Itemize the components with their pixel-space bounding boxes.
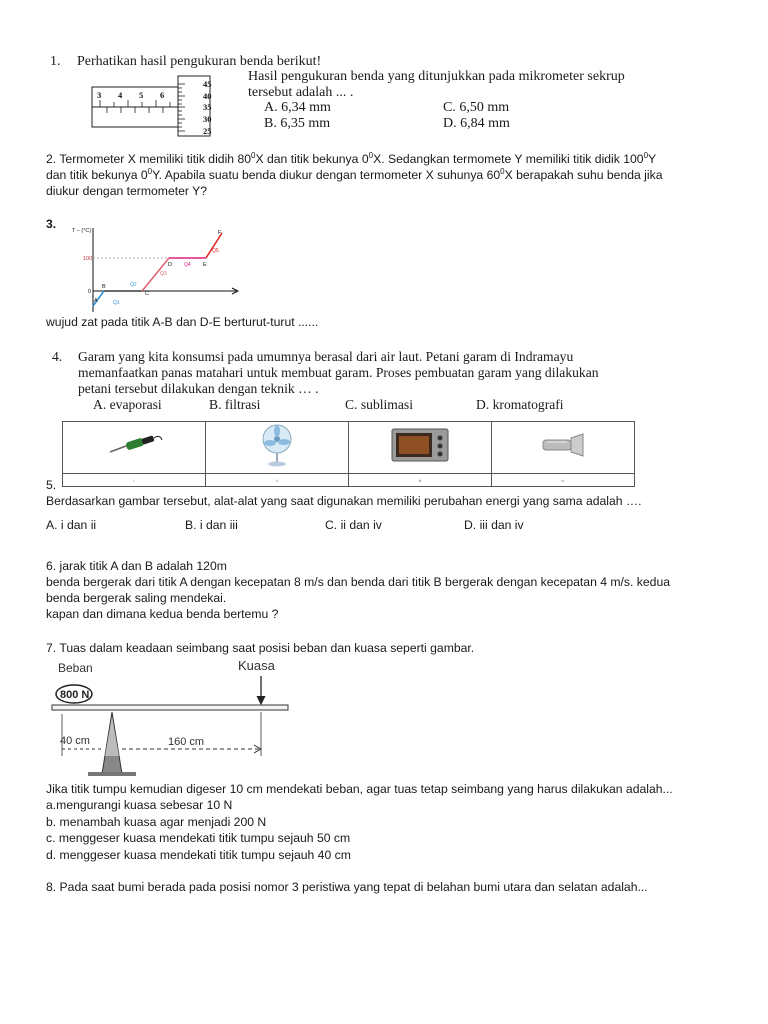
q6-line: 6. jarak titik A dan B adalah 120m xyxy=(46,559,227,573)
q4-option-a: A. evaporasi xyxy=(93,397,162,412)
q7-option-a: a.mengurangi kuasa sebesar 10 N xyxy=(46,798,233,812)
q4-line: petani tersebut dilakukan dengan teknik … . xyxy=(78,381,319,396)
heat-label: Q5 xyxy=(212,248,219,254)
soldering-iron-image xyxy=(104,430,164,460)
thimble-scale-label: 30 xyxy=(203,114,212,124)
point-label-f: F xyxy=(218,230,222,236)
q7-line: 7. Tuas dalam keadaan seimbang saat posisi beban dan kuasa seperti gambar. xyxy=(46,641,475,655)
heat-label: Q2 xyxy=(130,282,137,288)
q8-line: 8. Pada saat bumi berada pada posisi nomor 3 peristiwa yang tepat di belahan bumi utara dan selatan adalah... xyxy=(46,880,648,894)
thimble-scale-label: 25 xyxy=(203,126,212,136)
q2-line: dan titik bekunya $0^0Y$. Apabila suatu benda diukur dengan termometer X suhunya $60^0X$ berapakah suhu benda jika xyxy=(46,166,663,182)
oven-image xyxy=(388,425,452,465)
q4-number: 4. xyxy=(52,349,63,364)
q1-option-c: C. 6,50 mm xyxy=(443,100,510,115)
load-value: 800 N xyxy=(60,689,90,701)
q4-line: memanfaatkan panas matahari untuk membuat garam. Proses pembuatan garam yang dilakukan xyxy=(78,365,599,380)
q6-line: benda bergerak saling mendekai. xyxy=(46,591,227,605)
appliance-label: ii xyxy=(206,474,349,487)
q1-stem: Hasil pengukuran benda yang ditunjukkan pada mikrometer sekrup xyxy=(248,69,625,84)
q1-title: Perhatikan hasil pengukuran benda berikut! xyxy=(77,54,322,69)
appliance-label: iii xyxy=(349,474,492,487)
graph-label-0: 0 xyxy=(88,289,92,295)
q3-number: 3. xyxy=(46,217,57,231)
q4-line: Garam yang kita konsumsi pada umumnya berasal dari air laut. Petani garam di Indramayu xyxy=(78,349,574,364)
q2-line: diukur dengan termometer Y? xyxy=(46,184,208,198)
distance-effort: 160 cm xyxy=(168,736,205,748)
appliance-cell xyxy=(349,422,492,474)
heat-label: Q3 xyxy=(160,271,167,277)
point-label-c: C xyxy=(145,291,149,297)
lever-beam xyxy=(52,705,288,710)
q4-option-d: D. kromatografi xyxy=(476,397,564,412)
q6-line: kapan dan dimana kedua benda bertemu ? xyxy=(46,607,279,621)
load-label: Beban xyxy=(58,661,93,675)
point-label-e: E xyxy=(203,262,207,268)
graph-y-label: T – (°C) xyxy=(72,228,92,234)
lever-figure xyxy=(50,656,290,780)
fan-image xyxy=(255,422,299,468)
heat-label: Q1 xyxy=(113,300,120,306)
heat-label: Q4 xyxy=(184,262,191,268)
q5-option-c: C. ii dan iv xyxy=(325,518,382,532)
point-label-b: B xyxy=(102,284,106,290)
q1-option-d: D. 6,84 mm xyxy=(443,116,510,131)
main-scale-label: 3 xyxy=(97,90,102,100)
thimble-scale-label: 45 xyxy=(203,79,212,89)
thimble-scale-label: 40 xyxy=(203,91,212,101)
appliance-label: iv xyxy=(492,474,635,487)
segment-e-f xyxy=(206,233,222,258)
main-scale-label: 4 xyxy=(118,90,123,100)
main-scale-label: 6 xyxy=(160,90,165,100)
q6-line: benda bergerak dari titik A dengan kecepatan 8 m/s dan benda dari titik B bergerak dengan kecepatan 4 m/s. kedua xyxy=(46,575,671,589)
flashlight-image xyxy=(535,428,591,462)
appliance-cell xyxy=(492,422,635,474)
q5-option-a: A. i dan ii xyxy=(46,518,97,532)
thimble-scale-label: 35 xyxy=(203,102,212,112)
q4-option-b: B. filtrasi xyxy=(209,397,261,412)
q1-option-a: A. 6,34 mm xyxy=(264,100,331,115)
q1-option-b: B. 6,35 mm xyxy=(264,116,331,131)
q3-question: wujud zat pada titik A-B dan D-E berturut-turut ...... xyxy=(46,315,319,329)
heating-curve-graph xyxy=(64,222,244,314)
q7-option-b: b. menambah kuasa agar menjadi 200 N xyxy=(46,815,267,829)
q7-question: Jika titik tumpu kemudian digeser 10 cm mendekati beban, agar tuas tetap seimbang yang harus dilakukan adalah... xyxy=(46,782,673,796)
micrometer-figure xyxy=(88,74,224,138)
appliance-label: i xyxy=(63,474,206,487)
distance-load: 40 cm xyxy=(60,735,90,747)
q5-option-d: D. iii dan iv xyxy=(464,518,524,532)
main-scale-label: 5 xyxy=(139,90,144,100)
q7-option-c: c. menggeser kuasa mendekati titik tumpu sejauh 50 cm xyxy=(46,831,351,845)
q1-number: 1. xyxy=(50,54,61,69)
q5-number: 5. xyxy=(46,478,57,492)
graph-label-100: 100 xyxy=(83,256,93,262)
q4-option-c: C. sublimasi xyxy=(345,397,413,412)
q5-option-b: B. i dan iii xyxy=(185,518,238,532)
point-label-a: A xyxy=(94,298,98,304)
appliance-table xyxy=(62,421,635,487)
appliance-cell xyxy=(63,422,206,474)
q2-line: 2. Termometer X memiliki titik didih $80^0X$ dan titik bekunya $0^0X$. Sedangkan termomete Y memiliki titik didik $100^0Y$ xyxy=(46,150,657,166)
point-label-d: D xyxy=(168,262,172,268)
q7-option-d: d. menggeser kuasa mendekati titik tumpu sejauh 40 cm xyxy=(46,848,351,862)
q1-stem: tersebut adalah ... . xyxy=(248,85,354,100)
q5-question: Berdasarkan gambar tersebut, alat-alat yang saat digunakan memiliki perubahan energi yang sama adalah …. xyxy=(46,494,642,508)
appliance-cell xyxy=(206,422,349,474)
effort-label: Kuasa xyxy=(238,658,275,673)
